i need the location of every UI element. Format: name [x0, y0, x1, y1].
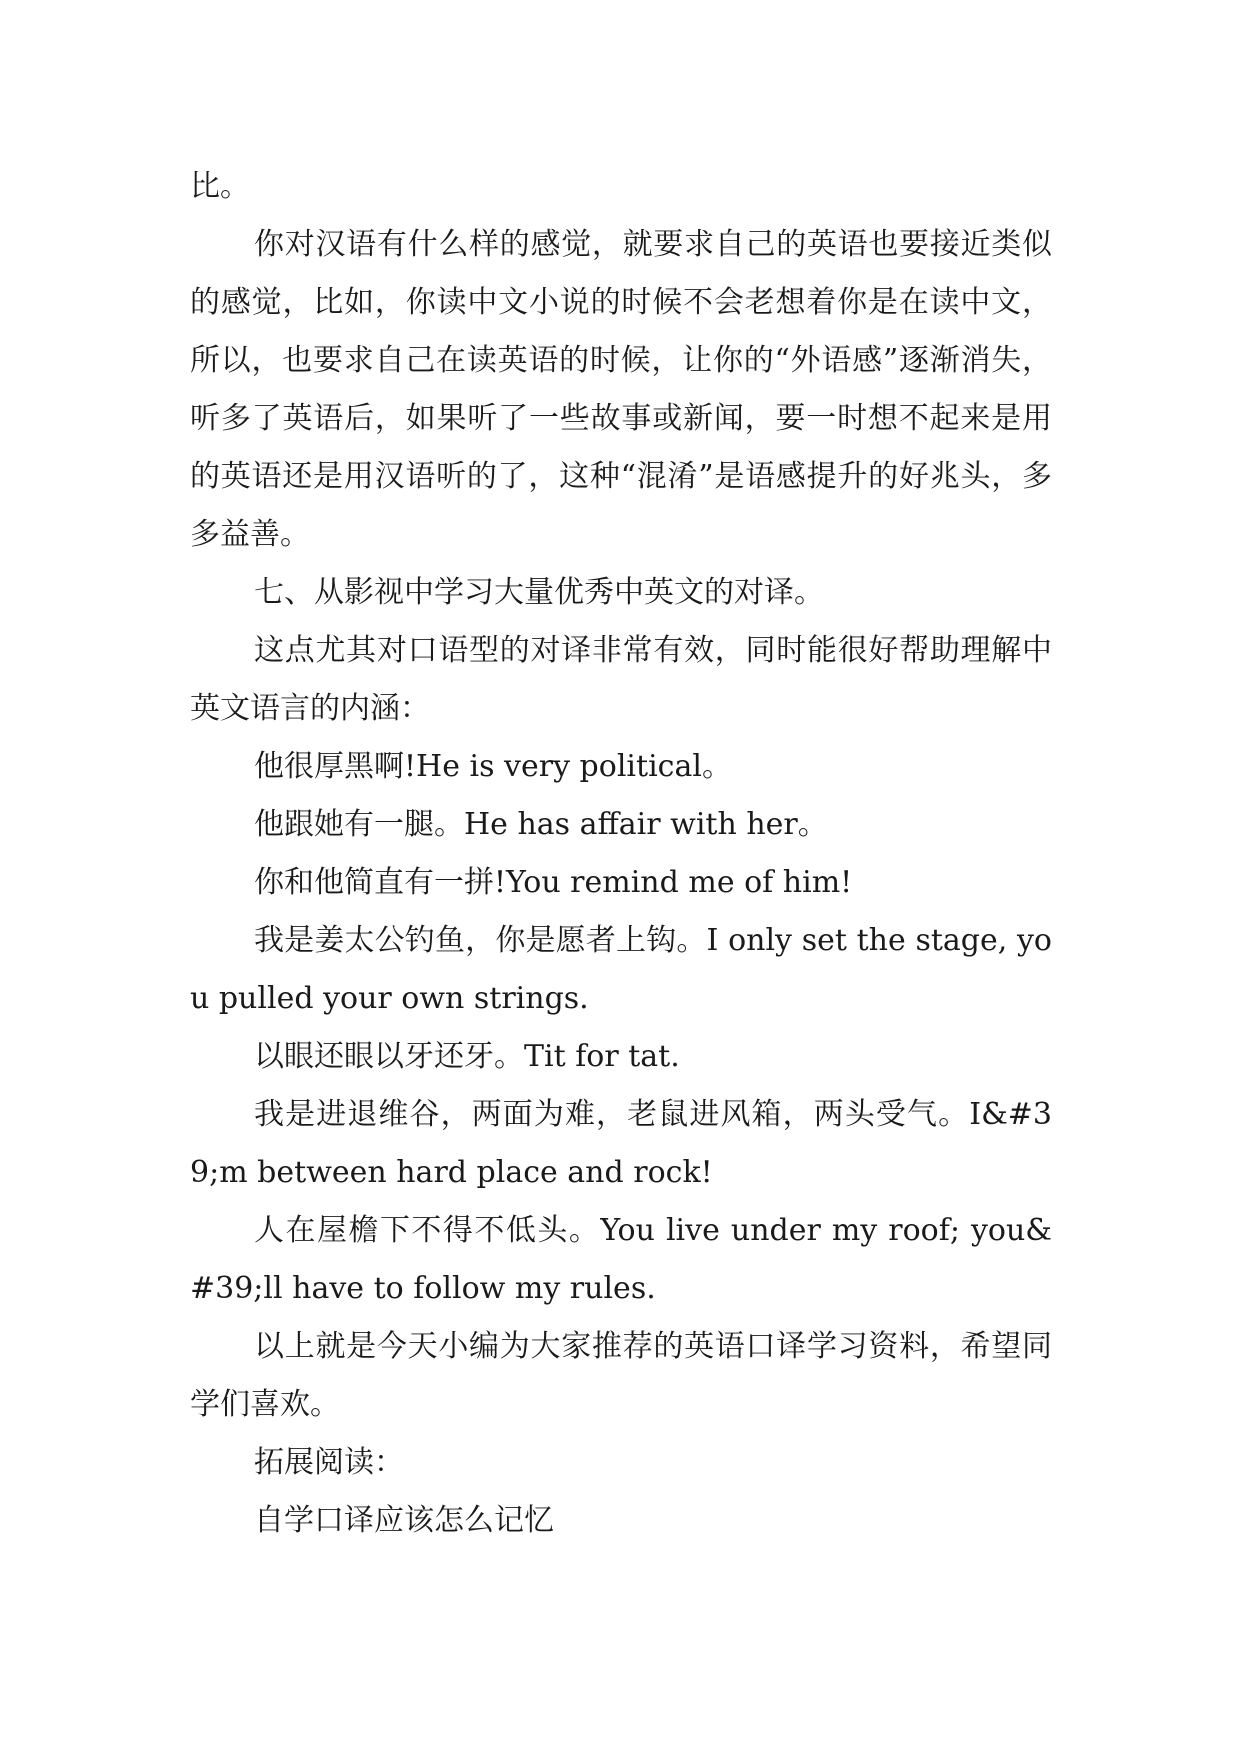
- example-sentence: 你和他简直有一拼!You remind me of him!: [254, 865, 853, 900]
- example-sentence: 人在屋檐下不得不低头。You live under my roof; you&#39;ll have to follow my rules.: [190, 1213, 1052, 1306]
- paragraph: 以上就是今天小编为大家推荐的英语口译学习资料，希望同学们喜欢。: [190, 1329, 1052, 1422]
- example-sentence: 我是进退维谷，两面为难，老鼠进风箱，两头受气。I&#39;m between hard place and rock!: [190, 1097, 1052, 1190]
- document-body: [190, 158, 1052, 1550]
- example-sentence: 他很厚黑啊!He is very political。: [254, 749, 732, 784]
- paragraph: 这点尤其对口语型的对译非常有效，同时能很好帮助理解中英文语言的内涵：: [190, 633, 1052, 726]
- extended-reading-title: 自学口译应该怎么记忆: [254, 1503, 554, 1538]
- example-sentence: 我是姜太公钓鱼，你是愿者上钩。I only set the stage, you pulled your own strings.: [190, 923, 1052, 1016]
- section-heading: 七、从影视中学习大量优秀中英文的对译。: [254, 575, 824, 610]
- example-sentence: 以眼还眼以牙还牙。Tit for tat.: [254, 1039, 680, 1074]
- paragraph: 比。: [190, 169, 250, 204]
- extended-reading-label: 拓展阅读：: [254, 1445, 404, 1480]
- example-sentence: 他跟她有一腿。He has affair with her。: [254, 807, 828, 842]
- paragraph: 你对汉语有什么样的感觉，就要求自己的英语也要接近类似的感觉，比如，你读中文小说的时候不会老想着你是在读中文，所以，也要求自己在读英语的时候，让你的“外语感”逐渐消失，听多了英语后，如果听了一些故事或新闻，要一时想不起来是用的英语还是用汉语听的了，这种“混淆”是语感提升的好兆头，多多益善。: [190, 227, 1052, 552]
